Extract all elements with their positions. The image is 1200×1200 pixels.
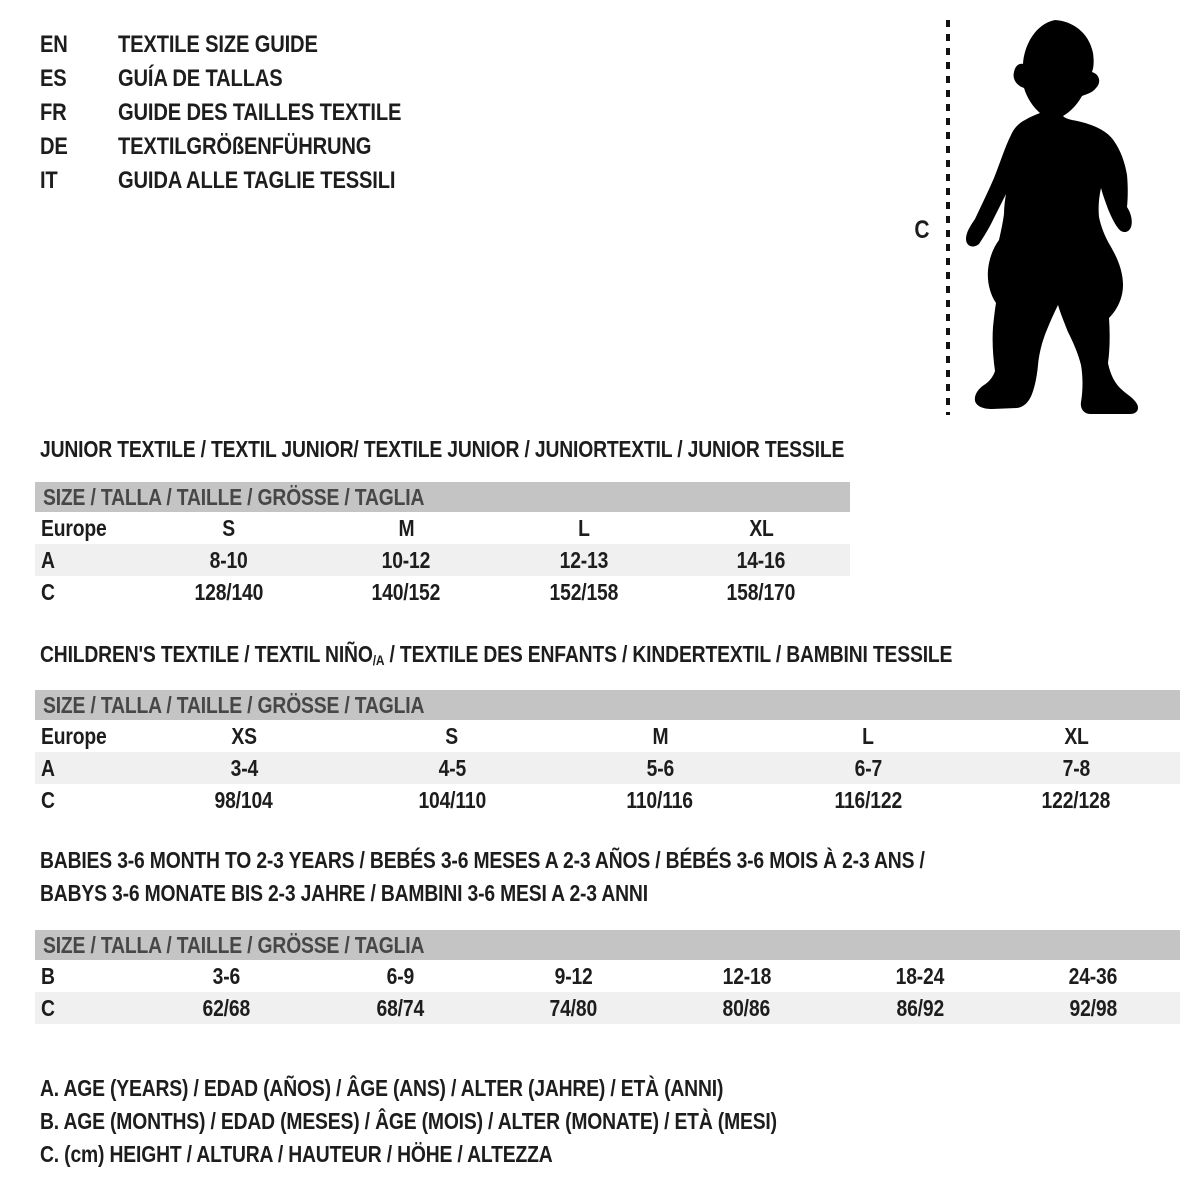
legend-line-b: B. AGE (MONTHS) / EDAD (MESES) / ÂGE (MOIS) / ALTER (MONATE) / ETÀ (MESI) — [40, 1108, 777, 1134]
language-title: TEXTILGRÖßENFÜHRUNG — [118, 133, 372, 160]
toddler-silhouette — [900, 10, 1145, 422]
height-cell: 80/86 — [722, 994, 771, 1021]
table-header-bar: SIZE / TALLA / TAILLE / GRÖSSE / TAGLIA — [35, 690, 1180, 720]
age-cell: 12-13 — [559, 546, 609, 573]
height-cell: 152/158 — [549, 578, 619, 605]
language-row — [40, 62, 455, 96]
age-cell: 24-36 — [1069, 962, 1118, 989]
language-row — [40, 28, 455, 62]
size-cell: M — [652, 722, 668, 749]
height-cell: 122/128 — [1041, 786, 1111, 813]
height-cell: 140/152 — [371, 578, 441, 605]
size-cell: S — [445, 722, 459, 749]
age-cell: 4-5 — [438, 754, 466, 781]
language-row — [40, 164, 455, 198]
age-cell: 6-9 — [386, 962, 414, 989]
nino-sub: /A — [372, 653, 385, 670]
language-row — [40, 96, 455, 130]
size-cell: M — [398, 514, 415, 541]
height-cell: 104/110 — [418, 786, 486, 813]
table-row-c — [35, 992, 1180, 1024]
table-row-c — [35, 576, 850, 608]
age-cell: 6-7 — [854, 754, 882, 781]
size-cell: XL — [1063, 722, 1089, 749]
age-cell: 18-24 — [895, 962, 945, 989]
age-cell: 10-12 — [381, 546, 431, 573]
height-cell: 62/68 — [202, 994, 251, 1021]
size-cell: XL — [749, 514, 774, 541]
legend-line-a: A. AGE (YEARS) / EDAD (AÑOS) / ÂGE (ANS) / ALTER (JAHRE) / ETÀ (ANNI) — [40, 1075, 724, 1101]
language-title: GUIDA ALLE TAGLIE TESSILI — [118, 167, 396, 194]
size-cell: XS — [231, 722, 257, 749]
size-cell: L — [862, 722, 874, 749]
height-label-c: C — [914, 216, 930, 244]
children-section-heading: CHILDREN'S TEXTILE / TEXTIL $NIÑO_{/A}$ / TEXTILE DES ENFANTS / KINDERTEXTIL / BAMBINI TESSILE — [40, 641, 953, 670]
height-cell: 86/92 — [896, 994, 944, 1021]
age-cell: 3-6 — [212, 962, 241, 989]
babies-size-table — [35, 930, 1180, 1024]
table-row-b — [35, 960, 1180, 992]
age-cell: 9-12 — [554, 962, 593, 989]
table-row-c — [35, 784, 1180, 816]
babies-section-heading-line1: BABIES 3-6 MONTH TO 2-3 YEARS / BEBÉS 3-6 MESES A 2-3 AÑOS / BÉBÉS 3-6 MOIS À 2-3 ANS / — [40, 847, 925, 873]
age-cell: 7-8 — [1062, 754, 1090, 781]
age-cell: 8-10 — [209, 546, 248, 573]
language-title: GUÍA DE TALLAS — [118, 65, 283, 92]
language-row — [40, 130, 455, 164]
language-code: FR — [40, 99, 67, 126]
row-label: A — [41, 754, 55, 781]
height-cell: 158/170 — [726, 578, 796, 605]
row-label: C — [41, 994, 55, 1021]
babies-section-heading-line2: BABYS 3-6 MONATE BIS 2-3 JAHRE / BAMBINI 3-6 MESI A 2-3 ANNI — [40, 880, 648, 906]
height-cell: 128/140 — [194, 578, 264, 605]
row-label: C — [41, 786, 55, 813]
row-label: A — [41, 546, 55, 573]
height-cell: 110/116 — [626, 786, 694, 813]
table-row-europe — [35, 512, 850, 544]
measurement-legend — [40, 1072, 917, 1171]
size-cell: S — [222, 514, 236, 541]
row-label: Europe — [41, 722, 107, 749]
junior-size-table — [35, 482, 850, 608]
row-label: C — [41, 578, 55, 605]
table-row-a — [35, 752, 1180, 784]
height-cell: 116/122 — [834, 786, 902, 813]
height-cell: 68/74 — [376, 994, 424, 1021]
children-size-table — [35, 690, 1180, 816]
table-row-a — [35, 544, 850, 576]
table-header-bar: SIZE / TALLA / TAILLE / GRÖSSE / TAGLIA — [35, 482, 850, 512]
table-header-bar: SIZE / TALLA / TAILLE / GRÖSSE / TAGLIA — [35, 930, 1180, 960]
height-cell: 92/98 — [1069, 994, 1118, 1021]
table-row-europe — [35, 720, 1180, 752]
age-cell: 12-18 — [722, 962, 771, 989]
height-cell: 98/104 — [214, 786, 274, 813]
row-label: B — [41, 962, 55, 989]
size-cell: L — [577, 514, 590, 541]
language-code: DE — [40, 133, 68, 160]
age-cell: 14-16 — [736, 546, 786, 573]
language-list — [40, 28, 455, 198]
height-cell: 74/80 — [549, 994, 598, 1021]
language-title: TEXTILE SIZE GUIDE — [118, 31, 318, 58]
age-cell: 5-6 — [646, 754, 674, 781]
language-code: ES — [40, 65, 67, 92]
language-code: IT — [40, 167, 58, 194]
legend-line-c: C. (cm) HEIGHT / ALTURA / HAUTEUR / HÖHE / ALTEZZA — [40, 1141, 553, 1167]
age-cell: 3-4 — [230, 754, 258, 781]
row-label: Europe — [41, 514, 107, 541]
language-title: GUIDE DES TAILLES TEXTILE — [118, 99, 402, 126]
junior-section-heading: JUNIOR TEXTILE / TEXTIL JUNIOR/ TEXTILE JUNIOR / JUNIORTEXTIL / JUNIOR TESSILE — [40, 436, 845, 462]
language-code: EN — [40, 31, 68, 58]
